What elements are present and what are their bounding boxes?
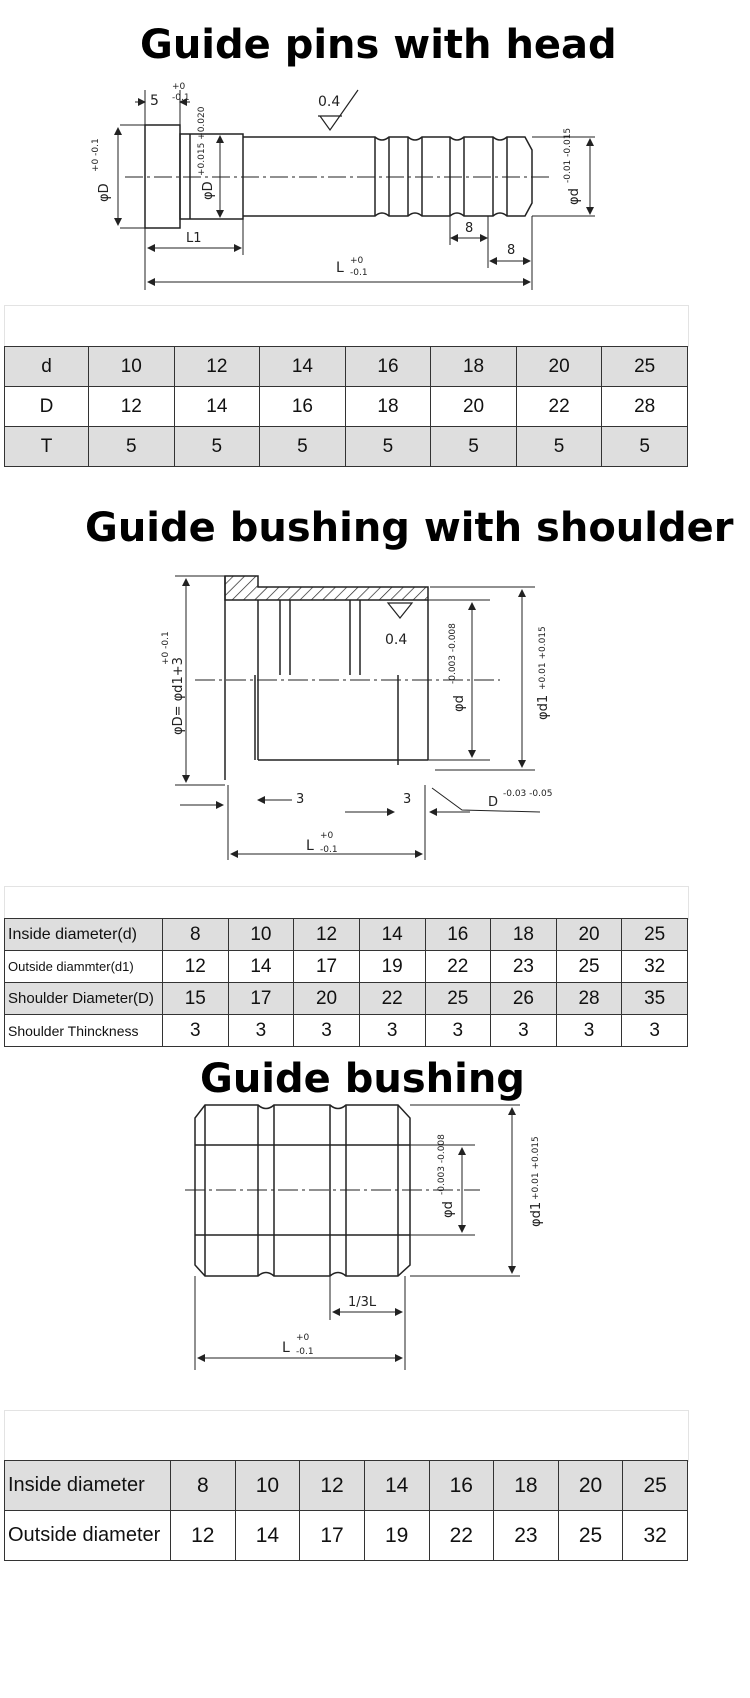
L-label-3: L	[282, 1340, 290, 1356]
L-tol-top-3: +0	[296, 1333, 310, 1343]
L-tol-top: +0	[350, 256, 364, 266]
phi-D-tol-2: +0 -0.1	[161, 631, 171, 665]
table-cell: 22	[359, 983, 425, 1015]
table-cell: 20	[556, 919, 622, 951]
table-cell: 12	[163, 951, 229, 983]
D-tol: -0.03 -0.05	[503, 789, 553, 799]
table-row	[5, 1461, 688, 1511]
blank-panel-3	[4, 1410, 689, 1462]
dim-3a-label: 3	[296, 792, 305, 807]
table-row	[5, 427, 688, 467]
row-header: Outside diammter(d1)	[5, 951, 163, 983]
table-cell: 20	[516, 347, 602, 387]
phi-d-label-2: φd	[452, 695, 467, 712]
guide-bushing-drawing	[0, 1100, 750, 1380]
table-cell: 5	[174, 427, 260, 467]
row-header: d	[5, 347, 89, 387]
table-cell: 14	[235, 1511, 300, 1561]
table-cell: 3	[163, 1015, 229, 1047]
head-tol-top: +0	[172, 82, 186, 92]
table-cell: 3	[359, 1015, 425, 1047]
table-cell: 18	[345, 387, 431, 427]
table-cell: 12	[171, 1511, 236, 1561]
table-cell: 25	[556, 951, 622, 983]
row-header: Shoulder Thinckness	[5, 1015, 163, 1047]
table-cell: 16	[429, 1461, 494, 1511]
table-cell: 32	[622, 951, 688, 983]
table-cell: 19	[359, 951, 425, 983]
table-cell: 23	[491, 951, 557, 983]
table-cell: 5	[89, 427, 175, 467]
table-row	[5, 919, 688, 951]
phi-d-label: φd	[567, 188, 582, 205]
table-cell: 25	[623, 1461, 688, 1511]
phi-d-tol-2: -0.003 -0.008	[448, 623, 458, 684]
guide-pin-drawing	[0, 0, 750, 300]
head-tol-bottom: -0.1	[172, 93, 190, 103]
table-cell: 17	[294, 951, 360, 983]
L-label: L	[336, 260, 344, 276]
table-cell: 20	[294, 983, 360, 1015]
table-cell: 22	[425, 951, 491, 983]
guide-pin-table	[4, 346, 688, 467]
row-header: D	[5, 387, 89, 427]
shoulder-bushing-drawing	[0, 560, 750, 870]
table-cell: 28	[556, 983, 622, 1015]
guide-bushing-table	[4, 1460, 688, 1561]
table-cell: 15	[163, 983, 229, 1015]
table-cell: 10	[228, 919, 294, 951]
groove2-label: 8	[507, 243, 516, 258]
table-row	[5, 951, 688, 983]
roughness-label: 0.4	[318, 94, 341, 110]
table-cell: 14	[260, 347, 346, 387]
table-cell: 14	[364, 1461, 429, 1511]
section1-title: Guide pins with head	[140, 22, 617, 68]
dim-3b-label: 3	[403, 792, 412, 807]
row-header: Outside diameter	[5, 1511, 171, 1561]
phi-d1-label-3: φd1	[529, 1201, 544, 1227]
table-cell: 26	[491, 983, 557, 1015]
phi-D2-tol: +0.015 +0.020	[197, 106, 207, 176]
section3-title: Guide bushing	[200, 1056, 525, 1102]
table-row	[5, 387, 688, 427]
head-length-label: 5	[150, 93, 159, 109]
table-cell: 14	[228, 951, 294, 983]
L-tol-bottom-3: -0.1	[296, 1347, 314, 1357]
table-cell: 12	[294, 919, 360, 951]
table-cell: 3	[294, 1015, 360, 1047]
table-cell: 5	[345, 427, 431, 467]
table-cell: 17	[228, 983, 294, 1015]
table-cell: 23	[494, 1511, 559, 1561]
table-cell: 5	[516, 427, 602, 467]
table-row	[5, 1015, 688, 1047]
row-header: T	[5, 427, 89, 467]
table-cell: 14	[359, 919, 425, 951]
phi-d-tol: -0.01 -0.015	[563, 127, 573, 183]
table-cell: 3	[425, 1015, 491, 1047]
D-label: D	[488, 795, 499, 810]
table-cell: 16	[260, 387, 346, 427]
L-tol-bottom-2: -0.1	[320, 845, 338, 855]
shoulder-bushing-table	[4, 918, 688, 1047]
table-cell: 32	[623, 1511, 688, 1561]
table-cell: 14	[174, 387, 260, 427]
table-cell: 18	[431, 347, 517, 387]
table-cell: 3	[228, 1015, 294, 1047]
row-header: Inside diameter	[5, 1461, 171, 1511]
table-cell: 22	[429, 1511, 494, 1561]
phi-d-tol-3: -0.003 -0.008	[437, 1134, 447, 1195]
table-cell: 22	[516, 387, 602, 427]
table-cell: 20	[558, 1461, 623, 1511]
table-cell: 16	[425, 919, 491, 951]
row-header: Inside diameter(d)	[5, 919, 163, 951]
phi-D-label: φD	[97, 183, 112, 202]
phi-D2-label: φD	[201, 181, 216, 200]
table-cell: 3	[491, 1015, 557, 1047]
phi-D-tol: +0 -0.1	[91, 138, 101, 172]
groove1-label: 8	[465, 221, 474, 236]
blank-panel-1	[4, 305, 689, 347]
table-cell: 19	[364, 1511, 429, 1561]
table-cell: 17	[300, 1511, 365, 1561]
table-cell: 5	[260, 427, 346, 467]
table-cell: 5	[602, 427, 688, 467]
table-cell: 25	[425, 983, 491, 1015]
table-cell: 25	[602, 347, 688, 387]
table-row	[5, 983, 688, 1015]
table-cell: 8	[163, 919, 229, 951]
table-cell: 25	[622, 919, 688, 951]
phi-d1-label-2: φd1	[536, 694, 551, 720]
third-L-label: 1/3L	[348, 1295, 377, 1310]
L-tol-bottom: -0.1	[350, 268, 368, 278]
phi-d1-tol-2: +0.01 +0.015	[538, 626, 548, 690]
table-row	[5, 347, 688, 387]
table-cell: 28	[602, 387, 688, 427]
table-cell: 12	[174, 347, 260, 387]
table-cell: 10	[235, 1461, 300, 1511]
row-header: Shoulder Diameter(D)	[5, 983, 163, 1015]
L1-label: L1	[186, 231, 202, 246]
table-cell: 3	[556, 1015, 622, 1047]
table-cell: 25	[558, 1511, 623, 1561]
table-cell: 5	[431, 427, 517, 467]
roughness-label-2: 0.4	[385, 632, 408, 648]
blank-panel-2	[4, 886, 689, 920]
section2-title: Guide bushing with shoulder	[85, 505, 734, 551]
table-cell: 20	[431, 387, 517, 427]
table-cell: 10	[89, 347, 175, 387]
L-label-2: L	[306, 838, 314, 854]
L-tol-top-2: +0	[320, 831, 334, 841]
table-row	[5, 1511, 688, 1561]
phi-D-label-2: φD= φd1+3	[171, 657, 186, 735]
table-cell: 8	[171, 1461, 236, 1511]
table-cell: 18	[491, 919, 557, 951]
phi-d-label-3: φd	[441, 1201, 456, 1218]
table-cell: 12	[300, 1461, 365, 1511]
table-cell: 18	[494, 1461, 559, 1511]
table-cell: 12	[89, 387, 175, 427]
table-cell: 3	[622, 1015, 688, 1047]
table-cell: 16	[345, 347, 431, 387]
phi-d1-tol-3: +0.01 +0.015	[531, 1136, 541, 1200]
table-cell: 35	[622, 983, 688, 1015]
